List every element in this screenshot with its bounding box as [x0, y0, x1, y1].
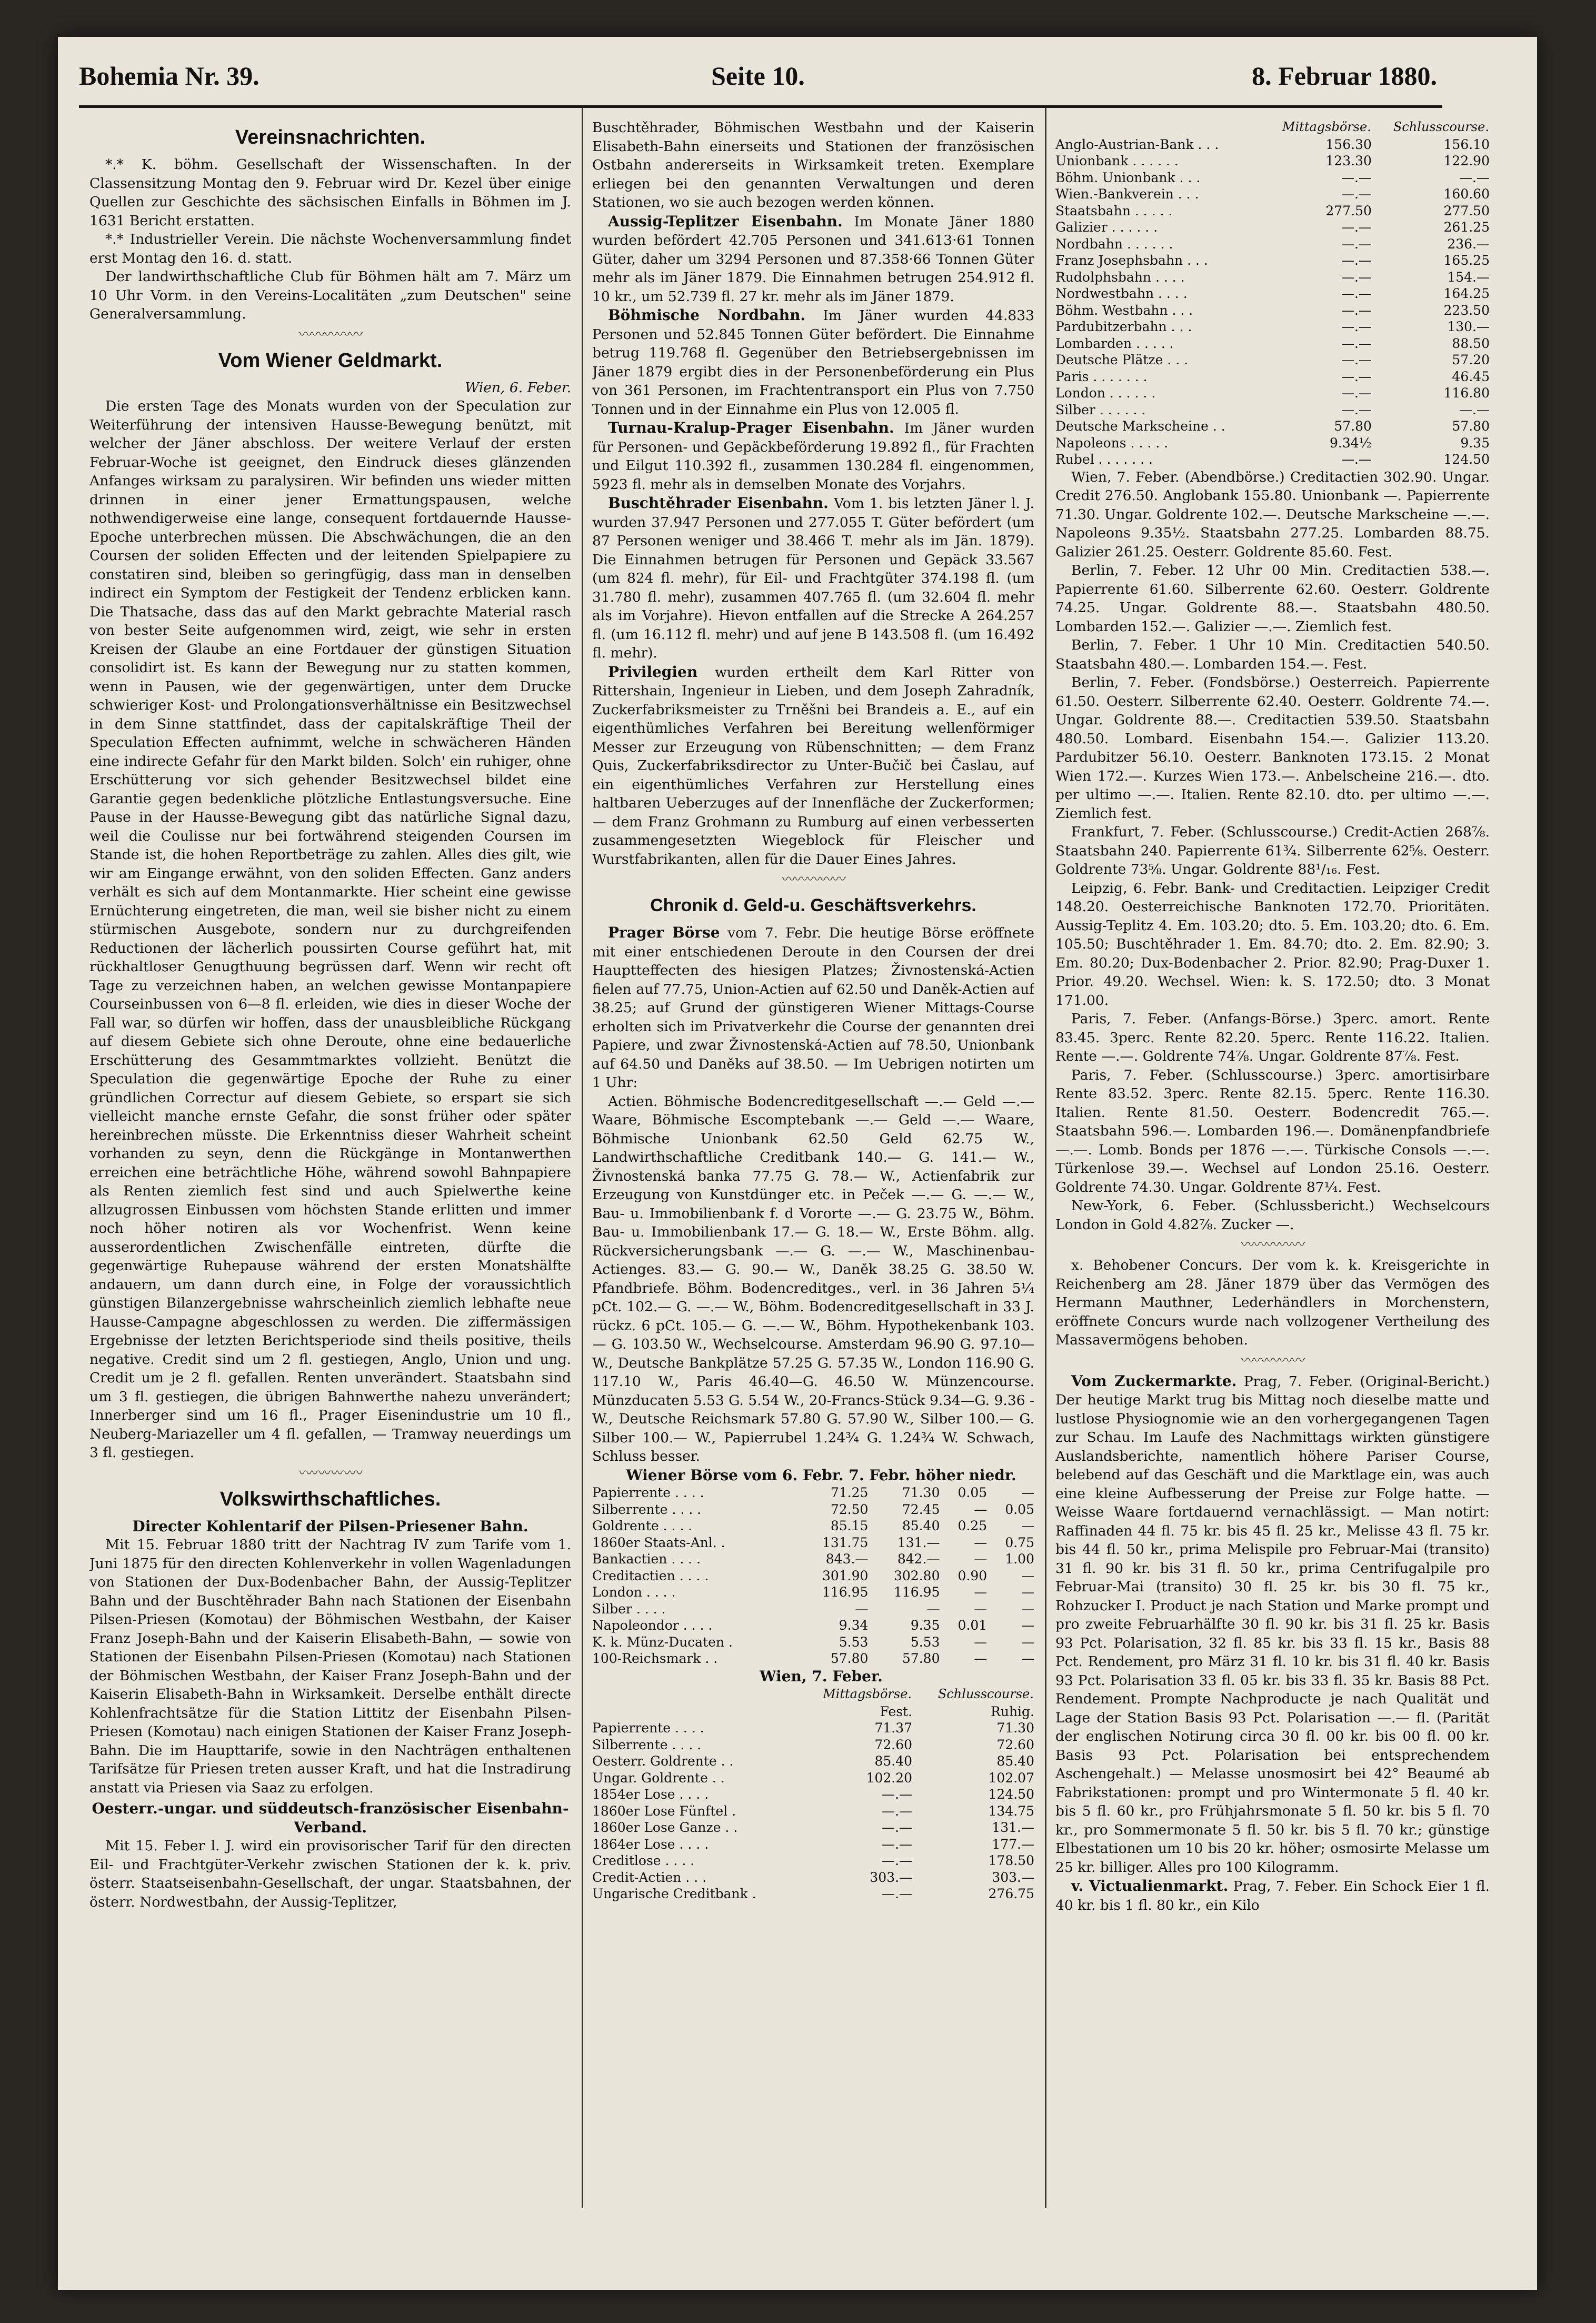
row-label: Lombarden . . . . .: [1055, 335, 1174, 351]
paragraph-text: Vom 1. bis letzten Jäner l. J. wurden 37.947 Personen und 277.055 T. Güter befördert (um 87 Personen weniger und 38.466 T. mehr als im Jän. 1879). Die Einnahmen betrugen für Personen und Gepäck 33.567 (um 824 fl. mehr), für Eil- und Frachtgüter 374.198 fl. (um 31.780 fl. mehr), zusammen 407.765 fl. (um 32.604 fl. mehr als im Vorjahre). Hievon entfallen auf die Strecke A 264.257 fl. (um 16.112 fl. mehr) und auf jene B 143.508 fl. (um 16.492 fl. mehr).: [592, 495, 1034, 661]
row-label: Credit-Actien . . .: [592, 1869, 707, 1885]
paragraph: Paris, 7. Feber. (Schlusscourse.) 3perc. amortisirbare Rente 83.52. 3perc. Rente 82.15. 5perc. Rente 116.30. Italien. Rente 81.50. Oesterr. Bodencredit 765.—. Staatsbahn 596.—. Lombarden 196.—. Domänenpfandbriefe —.—. Lomb. Bonds per 1876 —.—. Türkische Consols —.—. Türkenlose 39.—. Wechsel auf London 25.16. Oesterr. Goldrente 74.30. Ungar. Goldrente 87¼. Fest.: [1055, 1066, 1490, 1195]
wiener-boerse-table: [592, 1484, 1034, 1667]
paragraph: [1055, 1877, 1490, 1915]
runin-heading: Vom Zuckermarkte.: [1071, 1372, 1237, 1390]
table-row: [1055, 402, 1490, 418]
runin-heading: Prager Börse: [608, 924, 720, 941]
row-label: Napoleons . . . . .: [1055, 435, 1169, 451]
row-value: 72.50: [830, 1501, 869, 1517]
row-value: 46.45: [1452, 368, 1490, 384]
table-row: [592, 1634, 1034, 1651]
row-value: —: [974, 1634, 987, 1650]
table-row: [592, 1501, 1034, 1518]
row-label: Paris . . . . . . .: [1055, 368, 1148, 384]
dateline: Wien, 6. Feber.: [465, 379, 571, 396]
table-row: [592, 1650, 1034, 1667]
runin-heading: Buschtěhrader Eisenbahn.: [608, 494, 829, 512]
table-row: [1055, 136, 1490, 153]
row-value: 130.—: [1447, 319, 1490, 334]
header-rule: [79, 105, 1442, 108]
row-value: 5.53: [839, 1634, 869, 1650]
heading-chronik: Chronik d. Geld-u. Geschäftsverkehrs.: [650, 895, 976, 915]
heading-wiener-geldmarkt: Vom Wiener Geldmarkt.: [218, 349, 443, 372]
row-label: Goldrente . . . .: [592, 1518, 693, 1533]
row-label: 1860er Staats-Anl. .: [592, 1534, 725, 1550]
paragraph: [1055, 1372, 1490, 1877]
row-label: Anglo-Austrian-Bank . . .: [1055, 136, 1219, 152]
header-paper-issue: Bohemia Nr. 39.: [79, 61, 260, 91]
row-value: 164.25: [1443, 286, 1490, 301]
paragraph: Frankfurt, 7. Feber. (Schlusscourse.) Credit-Actien 268⅞. Staatsbahn 240. Papierrente 61¾. Silberrente 62⅝. Oesterr. Goldrente 73⅝. Ungar. Goldrente 88¹/₁₆. Fest.: [1055, 824, 1490, 878]
row-value: 156.10: [1443, 136, 1490, 152]
header-page-number: Seite 10.: [711, 61, 805, 91]
divider-ornament: 〰〰〰〰〰: [298, 1465, 362, 1481]
row-label: Silber . . . .: [592, 1601, 666, 1617]
row-value: 71.37: [874, 1720, 913, 1736]
row-value: —.—: [882, 1836, 913, 1852]
row-value: 303.—: [870, 1869, 913, 1885]
row-value: 236.—: [1447, 236, 1490, 252]
row-value: 131.—: [992, 1820, 1034, 1835]
runin-heading: Privilegien: [608, 663, 698, 681]
row-label: Galizier . . . . . .: [1055, 220, 1158, 235]
table-row: [1055, 252, 1490, 269]
row-value: —.—: [1459, 170, 1490, 185]
row-label: Creditlose . . . .: [592, 1853, 695, 1868]
row-value: 71.25: [830, 1485, 869, 1500]
table-title: Wien, 7. Feber.: [760, 1667, 883, 1685]
paragraph-text: wurden ertheilt dem Karl Ritter von Rittershain, Ingenieur in Lieben, und dem Joseph Zahradník, Zuckerfabriksmeister zu Trněšni bei Brandeis a. E., auf ein eigenthümliches Verfahren bei Bereitung wellenförmiger Messer zur Erzeugung von Rübenschnitten; — dem Franz Quis, Zuckerfabriksdirector zu Unter-Bučič bei Časlau, auf ein eigenthümliches Verfahren zur Herstellung eines haltbaren Ueberzuges auf der Innenfläche der Zuckerformen; — dem Franz Grohmann zu Rumburg auf einen verbesserten zusammengesetzten Wiegeblock für Fleischer und Wurstfabrikanten, allen für die Dauer Eines Jahres.: [592, 664, 1034, 868]
table-header-row: [592, 1703, 1034, 1720]
table-row: [592, 1803, 1034, 1820]
table-row: [1055, 352, 1490, 368]
row-value: 276.75: [988, 1886, 1034, 1901]
paragraph: [592, 306, 1034, 418]
row-value: 160.60: [1443, 186, 1490, 202]
row-value: —.—: [1341, 170, 1372, 185]
table-row: [592, 1819, 1034, 1836]
row-label: Papierrente . . . .: [592, 1485, 704, 1500]
paragraph: [592, 494, 1034, 663]
row-value: —.—: [882, 1886, 913, 1901]
column-3: [1055, 118, 1490, 2203]
paragraph: Der landwirthschaftliche Club für Böhmen hält am 7. März um 10 Uhr Vorm. in den Vereins-Localitäten „zum Deutschen" seine Generalversammlung.: [89, 268, 571, 322]
row-value: —: [974, 1601, 987, 1617]
row-value: 124.50: [988, 1787, 1034, 1802]
row-value: 156.30: [1325, 136, 1372, 152]
paragraph: New-York, 6. Feber. (Schlussbericht.) Wechselcours London in Gold 4.82⅞. Zucker —.: [1055, 1198, 1490, 1233]
row-value: —.—: [1341, 368, 1372, 384]
column-1: [89, 118, 571, 2203]
paragraph: *.* K. böhm. Gesellschaft der Wissenschaften. In der Classensitzung Montag den 9. Februar wird Dr. Kezel über einige Quellen zur Geschichte des sächsischen Einfalls in Böhmen im J. 1631 Bericht erstatten.: [89, 156, 571, 229]
row-value: —.—: [1341, 269, 1372, 285]
column-header: Mittagsbörse.: [1282, 119, 1371, 134]
paragraph-text: Prag, 7. Feber. (Original-Bericht.) Der heutige Markt trug bis Mittag noch dieselbe matte und lustlose Physiognomie wie an den vorhergegangenen Tagen zur Schau. Im Laufe des Nachmittags wirkten günstigere Auslandsberichte, namentlich höhere Pariser Course, belebend auf das Geschäft und die Marktlage ein, was auch eine kleine Aufbesserung der Preise zur Folge hatte. — Weisse Waare fortdauernd vernachlässigt. — Man notirt: Raffinaden 44 fl. 75 kr. bis 45 fl. 25 kr., Melisse 43 fl. 75 kr. bis 44 fl. 50 kr., prima Melispile pro Februar-Mai (transito) 31 fl. 90 kr. bis 31 fl. 50 kr., prima Centrifugalpile pro Februar-Mai (transito) 30 fl. 25 kr. bis 30 fl. 75 kr., Rohzucker I. Product je nach Station und Marke prompt und pro zweite Februarhälfte 30 fl. 90 kr. bis 31 fl. 25 kr. Basis 93 Pct. Polarisation, 32 fl. 85 kr. bis 33 fl. 15 kr., Basis 88 Pct. Rendement, pro März 31 fl. 10 kr. bis 31 fl. 40 kr. Basis 93 Pct. Polarisation 33 fl. 05 kr. bis 33 fl. 35 kr. Basis 88 Pct. Rendement. Prompte Nachproducte je nach Qualität und Lage der Station Basis 93 Pct. Polarisation —.— fl. (Parität der englischen Notirung circa 30 fl. 00 kr. bis 00 fl. 00 kr. Basis 93 Pct. Polarisation bei entsprechendem Aschengehalt.) — Melasse unosmosirt bei 42° Beaumé ab Fabrikstationen: prompt und pro Wintermonate 5 fl. 40 kr. bis 5 fl. 60 kr., pro Frühjahrsmonate 5 fl. 50 kr. bis 5 fl. 70 kr., pro Sommermonate 5 fl. 50 kr. bis 5 fl. 70 kr.; günstige Elbestationen um 10 bis 20 kr. höher; osmosirte Melasse um 25 kr. billiger. Alles pro 100 Kilogramm.: [1055, 1373, 1490, 1876]
table-row: [592, 1737, 1034, 1753]
row-value: 301.90: [822, 1568, 869, 1583]
row-value: —.—: [882, 1803, 913, 1819]
runin-heading: Böhmische Nordbahn.: [608, 306, 806, 324]
row-value: 57.80: [830, 1651, 869, 1666]
row-value: —: [855, 1601, 869, 1617]
row-value: 71.30: [902, 1485, 940, 1500]
subheading: Directer Kohlentarif der Pilsen-Priesener Bahn.: [132, 1517, 528, 1535]
row-value: 102.20: [866, 1770, 913, 1786]
table-row: [592, 1484, 1034, 1501]
row-value: 72.60: [874, 1737, 913, 1752]
row-value: —.—: [1341, 352, 1372, 367]
table-row: [1055, 335, 1490, 352]
row-label: Deutsche Markscheine . .: [1055, 418, 1225, 434]
row-label: Rubel . . . . . . .: [1055, 452, 1153, 467]
table-row: [592, 1770, 1034, 1787]
row-label: Napoleondor . . . .: [592, 1618, 713, 1633]
row-label: Ungar. Goldrente . .: [592, 1770, 725, 1786]
divider-ornament: 〰〰〰〰〰: [1241, 1352, 1304, 1369]
table-row: [592, 1869, 1034, 1886]
table-header-row: [592, 1686, 1034, 1703]
column-rule-2: [1045, 108, 1046, 2208]
row-value: 131.—: [897, 1534, 940, 1550]
row-value: —: [1021, 1634, 1034, 1650]
row-value: 165.25: [1443, 253, 1490, 268]
paragraph: Mit 15. Februar 1880 tritt der Nachtrag IV zum Tarife vom 1. Juni 1875 für den directen Kohlenverkehr in vollen Wagenladungen von Stationen der Dux-Bodenbacher Bahn, der Aussig-Teplitzer Bahn und der Buschtěhrader Bahn nach Stationen der Eisenbahn Pilsen-Priesen (Komotau) der Böhmischen Westbahn, der Kaiser Franz Joseph-Bahn und der Kaiserin Elisabeth-Bahn, — sowie von Stationen der Eisenbahn Pilsen-Priesen (Komotau) nach Stationen der Böhmischen Westbahn, der Kaiser Franz Joseph-Bahn und der Kaiserin Elisabeth-Bahn in Wirksamkeit. Derselbe enthält directe Kohlenfrachtsätze für die Station Littitz der Eisenbahn Pilsen-Priesen (Komotau) nach einigen Stationen der Kaiser Franz Joseph-Bahn. Die im Haupttarife, sowie in den Nachträgen enthaltenen Tarifsätze für Priesen treten ausser Kraft, und hat die Instradirung anstatt via Priesen via Saaz zu erfolgen.: [89, 1537, 571, 1796]
row-label: Silberrente . . . .: [592, 1501, 702, 1517]
row-value: —.—: [882, 1820, 913, 1835]
column-2: [592, 118, 1034, 2203]
row-value: 85.40: [902, 1518, 940, 1533]
row-value: 5.53: [910, 1634, 940, 1650]
wien-feber-table: [592, 1686, 1034, 1902]
row-label: Creditactien . . . .: [592, 1568, 709, 1583]
paragraph: Paris, 7. Feber. (Anfangs-Börse.) 3perc. amort. Rente 83.45. 3perc. Rente 82.20. 5perc. Rente 116.22. Italien. Rente —.—. Goldrente 74⅞. Ungar. Goldrente 87⅞. Fest.: [1055, 1011, 1490, 1064]
paragraph: x. Behobener Concurs. Der vom k. k. Kreisgerichte in Reichenberg am 28. Jäner 1879 über das Vermögen des Hermann Mauthner, Lederhändlers in Morchenstern, eröffnete Concurs wurde nach vollzogener Vertheilung des Massavermögens behoben.: [1055, 1257, 1490, 1348]
row-value: —: [1021, 1518, 1034, 1533]
runin-heading: Turnau-Kralup-Prager Eisenbahn.: [608, 419, 894, 436]
paragraph: [592, 663, 1034, 869]
row-value: 85.15: [830, 1518, 869, 1533]
row-value: —.—: [1341, 253, 1372, 268]
row-value: 57.20: [1452, 352, 1490, 367]
column-header: Schlusscourse.: [1393, 119, 1489, 134]
row-value: 134.75: [988, 1803, 1034, 1819]
row-value: 9.35: [910, 1618, 940, 1633]
row-label: Silberrente . . . .: [592, 1737, 702, 1752]
row-label: 1860er Lose Fünftel .: [592, 1803, 736, 1819]
table-row: [592, 1568, 1034, 1584]
row-label: Nordbahn . . . . . .: [1055, 236, 1173, 252]
row-value: 116.95: [894, 1584, 940, 1600]
row-value: 178.50: [988, 1853, 1034, 1868]
paragraph: *.* Industrieller Verein. Die nächste Wochenversammlung findet erst Montag den 16. d. statt.: [89, 231, 571, 266]
row-label: K. k. Münz-Ducaten .: [592, 1634, 733, 1650]
row-value: 0.05: [1005, 1501, 1034, 1517]
row-value: —: [1021, 1584, 1034, 1600]
column-subheader: Fest.: [880, 1703, 913, 1719]
row-value: —.—: [1341, 452, 1372, 467]
row-value: —.—: [1341, 286, 1372, 301]
mittags-schluss-table: [1055, 118, 1490, 468]
table-row: [592, 1601, 1034, 1618]
paragraph: Die ersten Tage des Monats wurden von der Speculation zur Weiterführung der intensiven Hausse-Bewegung benützt, mit welcher der Jäner abschloss. Der weitere Verlauf der ersten Februar-Woche ist geeignet, den Eindruck dieses glänzenden Anfanges wirksam zu paralysiren. Wir befinden uns wieder mitten drinnen in einer jener Ermattungspausen, welche nothwendigerweise eine lange, consequent fortdauernde Hausse-Epoche unterbrechen müssen. Die Abschwächungen, die an den Coursen der soliden Effecten und der leitenden Spielpapiere zu constatiren sind, bleiben so geringfügig, dass man in denselben indirect ein Symptom der Festigkeit der Tendenz erblicken kann. Die Thatsache, dass das auf den Markt gebrachte Material rasch von bester Seite aufgenommen wird, zeigt, wie sehr in ersten Kreisen der Glaube an eine Fortdauer der günstigen Situation consolidirt ist. Es kann der Bewegung nur zu statten kommen, wenn in Pausen, wie der gegenwärtigen, unter dem Drucke schwieriger Kost- und Prolongationsverhältnisse ein Besitzwechsel in dem Sinne stattfindet, dass der capitalskräftige Theil der Speculation Effecten aufnimmt, welche in schwächeren Händen eine indirecte Gefahr für den Markt bilden. Solch' ein ruhiger, ohne Erschütterung vor sich gehender Besitzwechsel bildet eine Garantie gegen bedenkliche plötzliche Entlastungsversuche. Eine Pause in der Hausse-Bewegung gibt das natürliche Signal dazu, weil die Coulisse nur bei fortwährend steigenden Coursen im Stande ist, die hohen Reportbeträge zu zahlen. Alles dies gilt, wie wir am Eingange erwähnt, von den soliden Effecten. Ganz anders verhält es sich auf dem Montanmarkte. Hier scheint eine gewisse Ernüchterung eingetreten, die man, weil sie bisher nicht zu einem stürmischen Ausgebote, sondern nur zu durchgreifenden Reductionen der lächerlich poussirten Course geführt hat, mit rückhaltloser Genugthuung begrüssen darf. Wenn wir recht oft Tage zu verzeichnen haben, an welchen gewisse Montanpapiere Courseinbussen von 6—8 fl. erleiden, wie dies in dieser Woche der Fall war, so dürfen wir hoffen, dass der unausbleibliche Rückgang auf diesem Gebiete sich ohne Deroute, ohne eine bedauerliche Erschütterung des Gesammtmarktes vollzieht. Benützt die Speculation die gegenwärtige Epoche der Ruhe zu einer gründlichen Correctur auf diesem Gebiete, so erspart sie sich vielleicht manche ernste Gefahr, die sonst früher oder später hereinbrechen müsste. Die Erkenntniss dieser Wahrheit scheint vorhanden zu seyn, denn die Rückgänge in Montanwerthen erreichen eine beträchtliche Höhe, während sowohl Bahnpapiere als Renten ziemlich fest sind und auch Spielwerthe keine allzugrossen Einbussen vom höchsten Stande erlitten und immer noch höher notiren als vor Wochenfrist. Wenn keine ausserordentlichen Zwischenfälle eintreten, dürfte die gegenwärtige Ruhepause während der ersten Monatshälfte andauern, um dann durch eine, in Folge der voraussichtlich günstigen Bilanzergebnisse wahrscheinlich ziemlich lebhafte neue Hausse-Campagne abgeschlossen zu werden. Die ziffermässigen Ergebnisse der letzten Berichtsperiode sind theils positive, theils negative. Credit sind um 2 fl. gestiegen, Anglo, Union und ung. Credit um je 2 fl. gefallen. Renten unverändert. Staatsbahn sind um 3 fl. gestiegen, die übrigen Bahnwerthe nahezu unverändert; Innerberger sind um 16 fl., Prager Eisenindustrie um 10 fl., Neuberg-Mariazeller um 4 fl. gefallen, — Tramway neuerdings um 3 fl. gestiegen.: [89, 398, 571, 1461]
row-label: Rudolphsbahn . . . .: [1055, 269, 1185, 285]
table-row: [592, 1753, 1034, 1770]
heading-volkswirthschaftliches: Volkswirthschaftliches.: [220, 1488, 441, 1510]
subheading: Oesterr.-ungar. und süddeutsch-französischer Eisenbahn-Verband.: [92, 1800, 569, 1836]
row-label: Papierrente . . . .: [592, 1720, 704, 1736]
paragraph: [592, 418, 1034, 494]
table-title: Wiener Börse vom 6. Febr. 7. Febr. höher niedr.: [626, 1466, 1016, 1484]
divider-ornament: 〰〰〰〰〰: [781, 872, 845, 888]
table-row: [1055, 385, 1490, 402]
row-value: —.—: [1341, 220, 1372, 235]
row-value: 9.34: [839, 1618, 869, 1633]
row-label: Ungarische Creditbank .: [592, 1886, 756, 1901]
row-value: 102.07: [988, 1770, 1034, 1786]
column-rule-1: [582, 108, 583, 2208]
row-value: 116.95: [822, 1584, 869, 1600]
row-value: 88.50: [1452, 335, 1490, 351]
table-row: [592, 1534, 1034, 1551]
row-value: 124.50: [1443, 452, 1490, 467]
page-header: [79, 55, 1437, 97]
table-row: [592, 1786, 1034, 1803]
row-value: 177.—: [992, 1836, 1034, 1852]
runin-heading: v. Victualienmarkt.: [1071, 1877, 1229, 1895]
row-label: 1860er Lose Ganze . .: [592, 1820, 738, 1835]
row-value: —: [1021, 1485, 1034, 1500]
paragraph: [592, 923, 1034, 1092]
table-row: [592, 1886, 1034, 1902]
row-value: 303.—: [992, 1869, 1034, 1885]
row-value: —.—: [1341, 402, 1372, 417]
table-row: [1055, 236, 1490, 253]
row-value: 71.30: [996, 1720, 1034, 1736]
row-value: —: [1021, 1601, 1034, 1617]
table-row: [1055, 368, 1490, 385]
table-row: [1055, 203, 1490, 220]
row-label: Unionbank . . . . . .: [1055, 153, 1179, 168]
paragraph: Buschtěhrader, Böhmischen Westbahn und der Kaiserin Elisabeth-Bahn einerseits und Stationen der französischen Ostbahn andererseits in Wirksamkeit treten. Exemplare erliegen bei den genannten Verwaltungen und deren Stationen, wo sie auch bezogen werden können.: [592, 119, 1034, 211]
table-row: [592, 1617, 1034, 1634]
row-label: Bankactien . . . .: [592, 1551, 701, 1567]
row-value: 57.80: [902, 1651, 940, 1666]
runin-heading: Aussig-Teplitzer Eisenbahn.: [608, 212, 843, 230]
paragraph-text: vom 7. Febr. Die heutige Börse eröffnete mit einer entschiedenen Deroute in den Coursen der drei Hauptteffecten des hiesigen Platzes; Živnostenská-Actien fielen auf 77.75, Union-Actien auf 62.50 und Daněk-Actien auf 38.25; auf Grund der günstigeren Wiener Mittags-Course erholten sich im Privatverkehr die Course der genannten drei Papiere, und zwar Živnostenská-Actien auf 78.50, Unionbank auf 64.50 und Daněks auf 38.50. — Im Uebrigen notirten um 1 Uhr:: [592, 925, 1034, 1091]
row-value: 261.25: [1443, 220, 1490, 235]
row-value: —.—: [882, 1853, 913, 1868]
row-value: —: [974, 1584, 987, 1600]
table-row: [1055, 435, 1490, 452]
row-value: 223.50: [1443, 302, 1490, 318]
row-value: 843.—: [825, 1551, 869, 1567]
row-value: 154.—: [1447, 269, 1490, 285]
table-row: [1055, 302, 1490, 319]
table-row: [1055, 153, 1490, 170]
row-label: 1864er Lose . . . .: [592, 1836, 709, 1852]
table-row: [592, 1584, 1034, 1601]
row-value: 85.40: [874, 1753, 913, 1769]
table-header-row: [1055, 118, 1490, 136]
row-value: 0.25: [957, 1518, 987, 1533]
table-row: [1055, 186, 1490, 203]
row-value: —: [974, 1651, 987, 1666]
row-value: 72.45: [902, 1501, 940, 1517]
header-date: 8. Februar 1880.: [1252, 61, 1437, 91]
row-value: 9.34½: [1329, 435, 1372, 451]
row-value: 85.40: [996, 1753, 1034, 1769]
row-value: —.—: [1341, 335, 1372, 351]
paragraph-text: Prag, 7. Feber. Ein Schock Eier 1 fl. 40 kr. bis 1 fl. 80 kr., ein Kilo: [1055, 1878, 1490, 1913]
row-value: 123.30: [1325, 153, 1372, 168]
paragraph: Actien. Böhmische Bodencreditgesellschaft —.— Geld —.— Waare, Böhmische Escomptebank —.— Geld —.— Waare, Böhmische Unionbank 62.50 Geld 62.75 W., Landwirthschaftliche Creditbank 140.— G. 141.— W., Živnostenská banka 77.75 G. 78.— W., Actienfabrik zur Erzeugung von Kunstdünger etc. in Peček —.— G. —.— W., Bau- u. Immobilienbank f. d Vororte —.— G. 23.75 W., Böhm. Bau- u. Immobilienbank 17.— G. 18.— W., Erste Böhm. allg. Rückversicherungsbank —.— G. —.— W., Maschinenbau-Actienges. 83.— G. 90.— W., Daněk 38.25 G. 38.50 W. Pfandbriefe. Böhm. Bodencreditges., verl. in 36 Jahren 5¼ pCt. 102.— G. —.— W., Böhm. Bodencreditgesellschaft in 33 J. rückz. 6 pCt. 105.— G. —.— W., Böhm. Hypothekenbank 103.— G. 103.50 W., Wechselcourse. Amsterdam 96.90 G. 97.10— W., Deutsche Bankplätze 57.25 G. 57.35 W., London 116.90 G. 117.10 W., Paris 46.40—G. 46.50 W. Münzencourse. Münzducaten 5.53 G. 5.54 W., 20-Francs-Stück 9.34—G. 9.36 - W., Deutsche Reichsmark 57.80 G. 57.90 W., Silber 100.— G. Silber 100.— W., Papierrubel 1.24¾ G. 1.24¾ W. Schwach, Schluss besser.: [592, 1093, 1034, 1464]
row-value: 116.80: [1443, 385, 1490, 401]
row-label: Böhm. Westbahn . . .: [1055, 302, 1193, 318]
table-row: [1055, 219, 1490, 236]
table-row: [592, 1852, 1034, 1869]
row-value: —.—: [1341, 186, 1372, 202]
table-row: [592, 1720, 1034, 1737]
row-label: Oesterr. Goldrente . .: [592, 1753, 734, 1769]
row-value: —.—: [1459, 402, 1490, 417]
row-value: 0.05: [957, 1485, 987, 1500]
table-row: [592, 1836, 1034, 1853]
heading-vereinsnachrichten: Vereinsnachrichten.: [235, 126, 426, 148]
row-value: 277.50: [1325, 203, 1372, 218]
paragraph: Berlin, 7. Feber. 1 Uhr 10 Min. Creditactien 540.50. Staatsbahn 480.—. Lombarden 154.—. Fest.: [1055, 637, 1490, 672]
row-value: —.—: [1341, 385, 1372, 401]
row-value: 0.90: [957, 1568, 987, 1583]
table-row: [1055, 418, 1490, 435]
row-value: —.—: [882, 1787, 913, 1802]
row-label: Silber . . . . . .: [1055, 402, 1146, 417]
row-value: 57.80: [1452, 418, 1490, 434]
row-value: 131.75: [822, 1534, 869, 1550]
column-subheader: Ruhig.: [991, 1703, 1034, 1719]
row-value: —: [974, 1501, 987, 1517]
row-value: 302.80: [894, 1568, 940, 1583]
row-label: Deutsche Plätze . . .: [1055, 352, 1189, 367]
table-row: [1055, 451, 1490, 468]
row-value: —: [974, 1534, 987, 1550]
paragraph-text: Im Jäner wurden für Personen- und Gepäckbeförderung 19.892 fl., für Frachten und Eilgut 110.392 fl., zusammen 130.284 fl. eingenommen, 5923 fl. mehr als in demselben Monate des Vorjahrs.: [592, 420, 1034, 493]
row-value: —: [926, 1601, 940, 1617]
table-row: [592, 1551, 1034, 1568]
paragraph: Leipzig, 6. Febr. Bank- und Creditactien. Leipziger Credit 148.20. Oesterreichische Banknoten 172.70. Prioritäten. Aussig-Teplitz 4. Em. 103.20; dto. 5. Em. 103.20; dto. 6. Em. 105.50; Buschtěhrader 1. Em. 84.70; dto. 2. Em. 82.90; 3. Em. 80.20; Dux-Bodenbacher 2. Prior. 82.90; Prag-Duxer 1. Prior. 49.20. Wechsel. Wien: k. S. 172.50; dto. 3 Monat 171.00.: [1055, 880, 1490, 1009]
row-value: —: [1021, 1651, 1034, 1666]
divider-ornament: 〰〰〰〰〰: [298, 326, 362, 343]
row-value: 0.75: [1005, 1534, 1034, 1550]
column-header: Mittagsbörse.: [823, 1687, 912, 1701]
paragraph: Berlin, 7. Feber. 12 Uhr 00 Min. Creditactien 538.—. Papierrente 61.60. Silberrente 62.60. Oesterr. Goldrente 74.25. Ungar. Goldrente 88.—. Staatsbahn 480.50. Lombarden 152.—. Galizier —.—. Ziemlich fest.: [1055, 562, 1490, 635]
divider-ornament: 〰〰〰〰〰: [1241, 1237, 1304, 1253]
row-value: —: [1021, 1568, 1034, 1583]
row-value: 122.90: [1443, 153, 1490, 168]
row-value: —: [974, 1551, 987, 1567]
row-value: —.—: [1341, 236, 1372, 252]
row-label: 100-Reichsmark . .: [592, 1651, 718, 1666]
row-value: 277.50: [1443, 203, 1490, 218]
row-label: Böhm. Unionbank . . .: [1055, 170, 1201, 185]
row-value: 1.00: [1005, 1551, 1034, 1567]
table-row: [1055, 285, 1490, 302]
table-row: [1055, 269, 1490, 286]
row-value: —.—: [1341, 319, 1372, 334]
row-label: Staatsbahn . . . . .: [1055, 203, 1173, 218]
row-value: 9.35: [1460, 435, 1490, 451]
row-label: London . . . .: [592, 1584, 676, 1600]
paragraph: Berlin, 7. Feber. (Fondsbörse.) Oesterreich. Papierrente 61.50. Oesterr. Silberrente 62.40. Oesterr. Goldrente 74.—. Ungar. Goldrente 88.—. Creditactien 539.50. Staatsbahn 480.50. Lombard. Eisenbahn 154.—. Galizier 113.20. Pardubitzer 56.10. Oesterr. Banknoten 173.15. 2 Monat Wien 172.—. Kurzes Wien 173.—. Anbelscheine 216.—. dto. per ultimo —.—. Italien. Rente 82.10. dto. per ultimo —.—. Ziemlich fest.: [1055, 674, 1490, 822]
row-value: 72.60: [996, 1737, 1034, 1752]
paragraph: Mit 15. Feber l. J. wird ein provisorischer Tarif für den directen Eil- und Frachtgüter-Verkehr zwischen Stationen der k. k. priv. österr. Staatseisenbahn-Gesellschaft, der ungar. Staatsbahnen, der österr. Nordwestbahn, der Aussig-Teplitzer,: [89, 1838, 571, 1910]
row-label: 1854er Lose . . . .: [592, 1787, 709, 1802]
paragraph-text: Im Monate Jäner 1880 wurden befördert 42.705 Personen und 341.613·61 Tonnen Güter, daher um 3294 Personen und 87.358·66 Tonnen Güter mehr als im Jäner 1879. Die Einnahmen betrugen 254.912 fl. 10 kr., um 52.739 fl. 27 kr. mehr als im Jäner 1879.: [592, 213, 1034, 305]
row-label: Franz Josephsbahn . . .: [1055, 253, 1208, 268]
column-header: Schlusscourse.: [937, 1687, 1034, 1701]
row-label: Pardubitzerbahn . . .: [1055, 319, 1192, 334]
table-row: [1055, 318, 1490, 335]
row-label: London . . . . . .: [1055, 385, 1156, 401]
row-value: 57.80: [1334, 418, 1372, 434]
row-value: 0.01: [957, 1618, 987, 1633]
table-row: [592, 1518, 1034, 1534]
row-label: Nordwestbahn . . . .: [1055, 286, 1188, 301]
row-value: —.—: [1341, 302, 1372, 318]
paragraph-text: Im Jäner wurden 44.833 Personen und 52.845 Tonnen Güter befördert. Die Einnahme betrug 119.768 fl. Gegenüber den Betriebsergebnissen im Jäner 1879 ergibt dies in der Personenbeförderung ein Plus von 361 Personen, im Frachtentransport ein Plus von 7.750 Tonnen und in der Einnahme ein Plus von 12.005 fl.: [592, 307, 1034, 417]
table-row: [1055, 170, 1490, 186]
row-value: 842.—: [897, 1551, 940, 1567]
row-value: —: [1021, 1618, 1034, 1633]
paragraph: [592, 212, 1034, 306]
row-label: Wien.-Bankverein . . .: [1055, 186, 1199, 202]
paragraph: Wien, 7. Feber. (Abendbörse.) Creditactien 302.90. Ungar. Credit 276.50. Anglobank 155.80. Unionbank —. Papierrente 71.30. Ungar. Goldrente 102.—. Deutsche Markscheine —.—. Napoleons 9.35½. Staatsbahn 277.25. Lombarden 88.75. Galizier 261.25. Oesterr. Goldrente 85.60. Fest.: [1055, 468, 1490, 560]
